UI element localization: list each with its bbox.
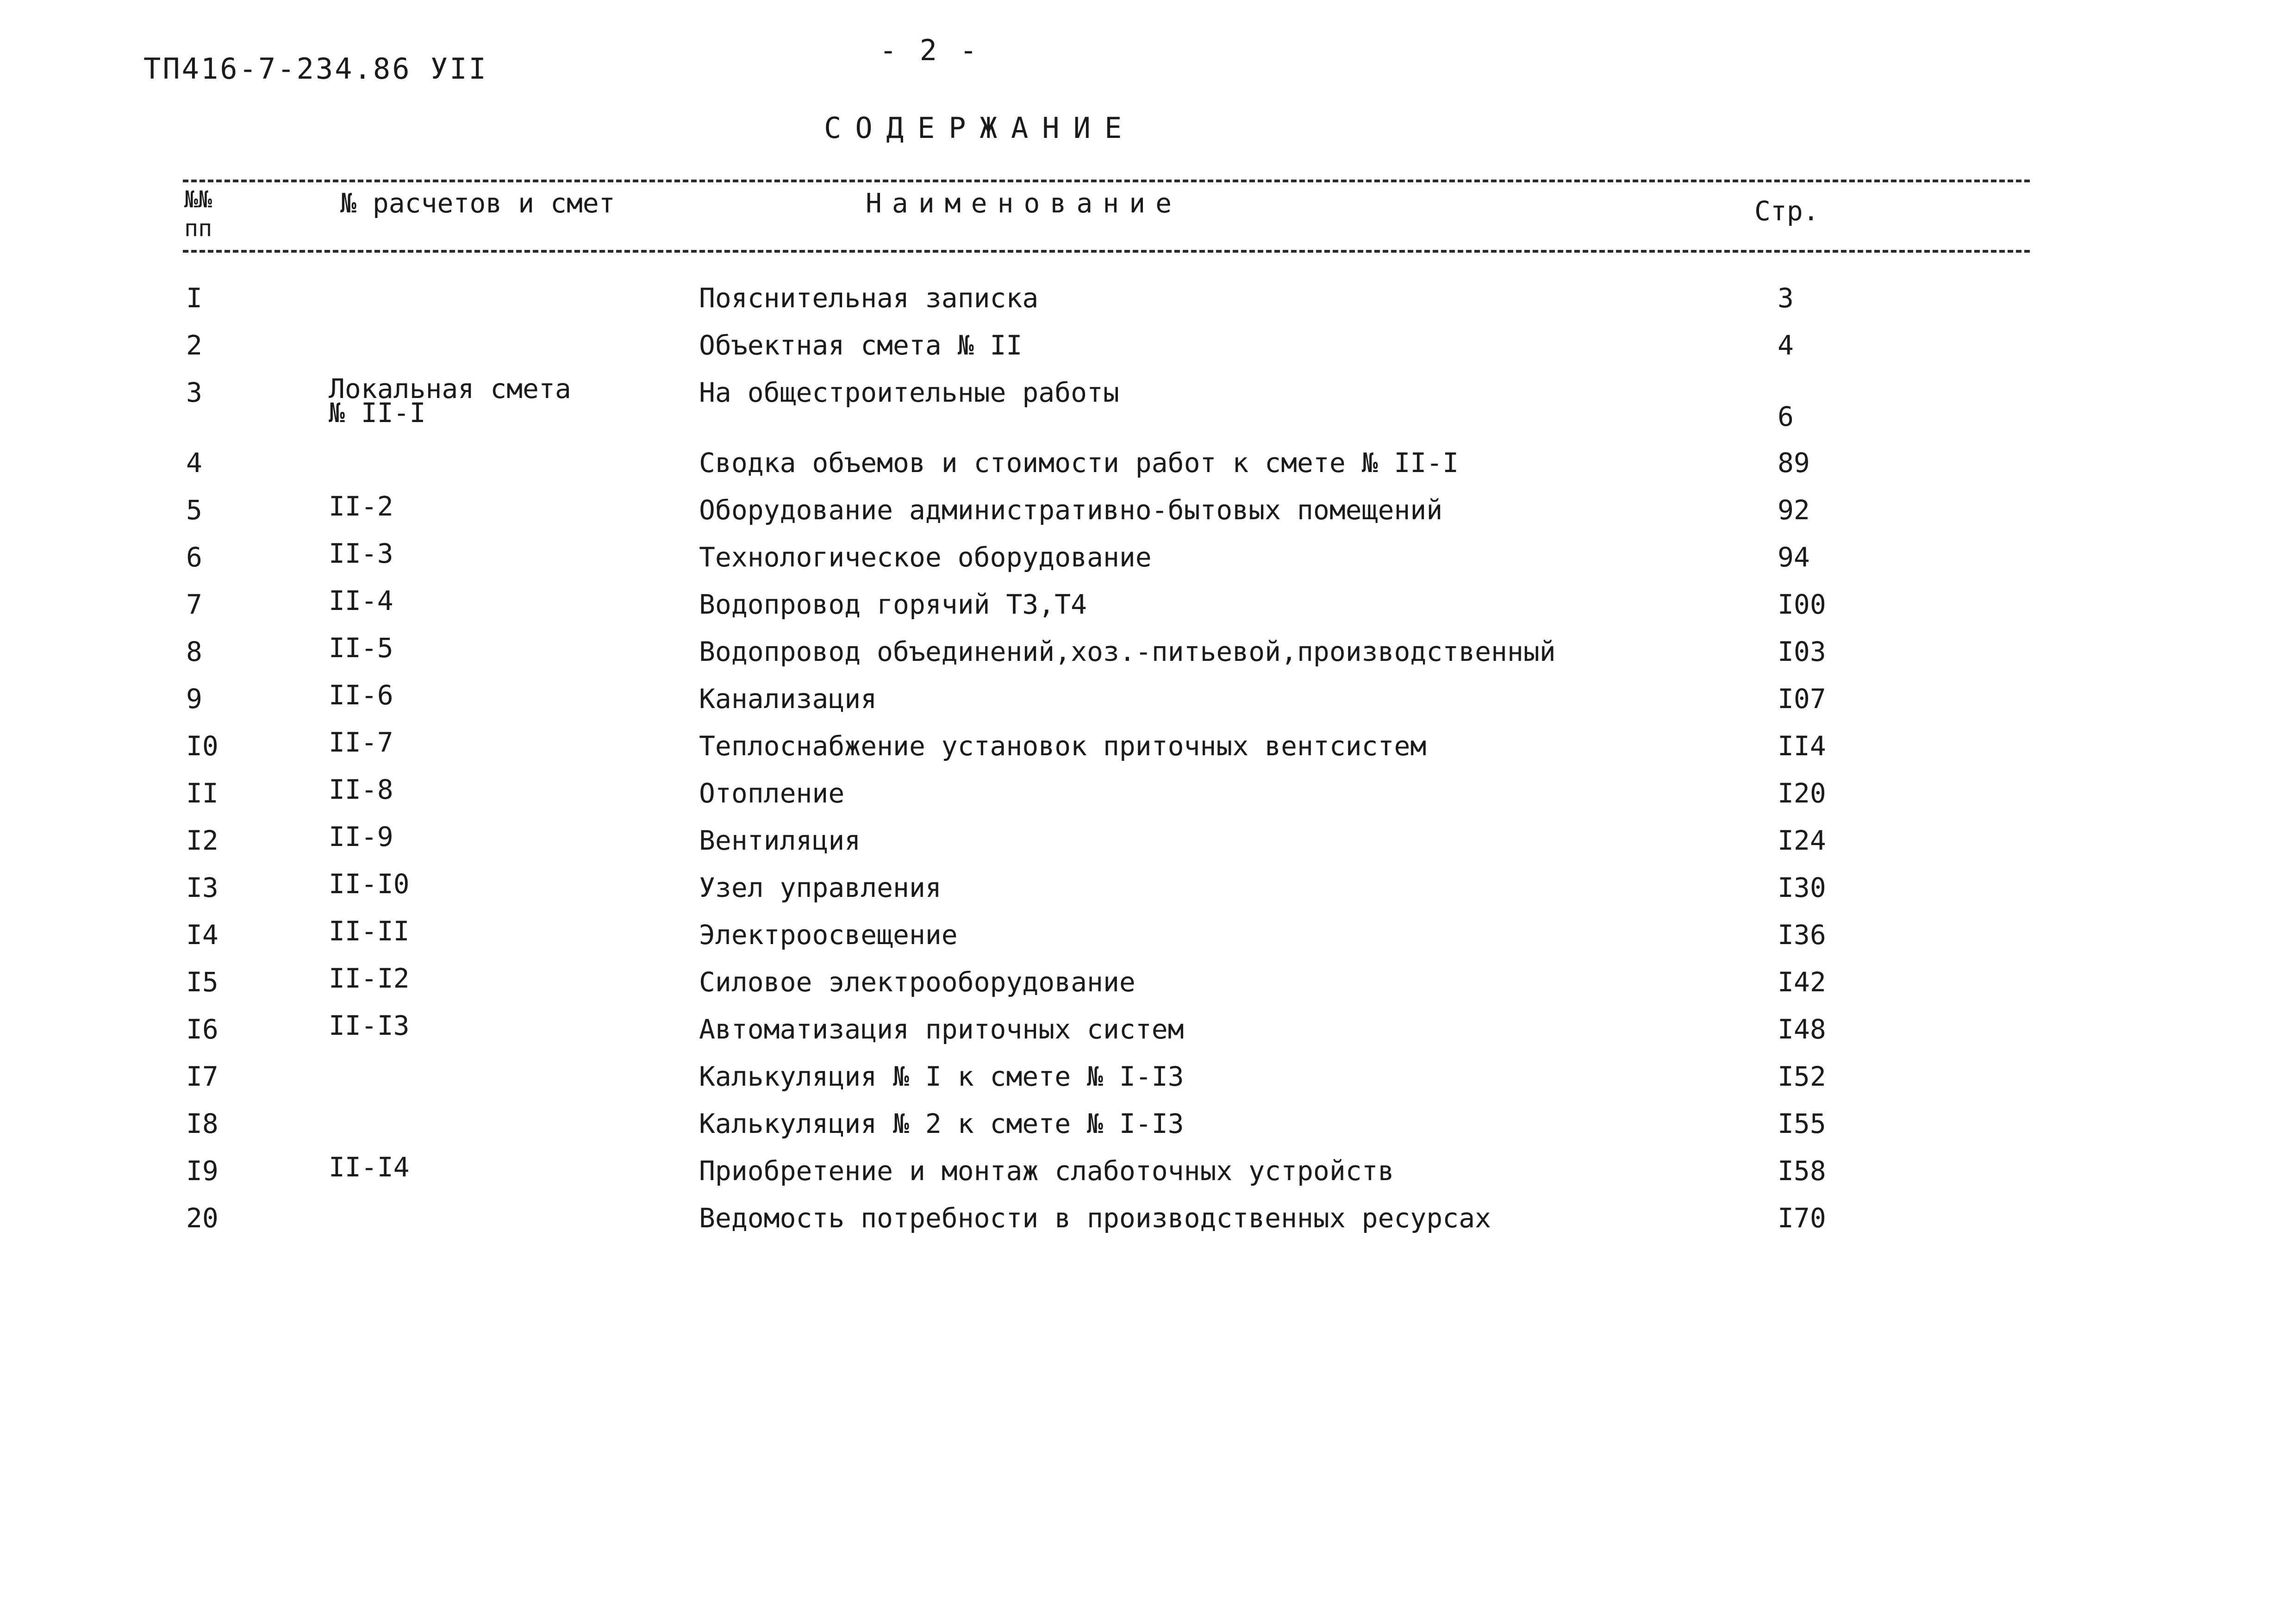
table-row xyxy=(0,1151,2296,1202)
contents-table xyxy=(0,282,2296,1250)
table-row xyxy=(0,1202,2296,1250)
row-estimate: II-4 xyxy=(329,585,393,616)
row-page: I52 xyxy=(1778,1061,1826,1092)
row-page: II4 xyxy=(1778,730,1826,762)
row-name: Электроосвещение xyxy=(699,919,958,951)
row-name: Технологическое оборудование xyxy=(699,541,1152,573)
row-name: Пояснительная записка xyxy=(699,282,1039,314)
table-row xyxy=(0,963,2296,1014)
row-number: I2 xyxy=(186,825,218,856)
row-name: Приобретение и монтаж слаботочных устройств xyxy=(699,1155,1394,1187)
column-header-page: Стр. xyxy=(1754,195,1819,227)
table-row xyxy=(0,330,2296,377)
row-page: I70 xyxy=(1778,1202,1826,1234)
row-page: 4 xyxy=(1778,330,1794,361)
table-row xyxy=(0,632,2296,683)
row-estimate: II-6 xyxy=(329,679,393,711)
row-estimate: II-8 xyxy=(329,774,393,805)
row-name: Канализация xyxy=(699,683,877,715)
table-row xyxy=(0,373,2296,447)
row-page: 89 xyxy=(1778,447,1810,479)
row-name: На общестроительные работы xyxy=(699,377,1119,408)
row-number: I8 xyxy=(186,1108,218,1139)
row-estimate: II-9 xyxy=(329,821,393,852)
row-page: I55 xyxy=(1778,1108,1826,1139)
row-name: Водопровод объединений,хоз.-питьевой,производственный xyxy=(699,636,1556,667)
table-row xyxy=(0,1061,2296,1108)
row-page: 92 xyxy=(1778,494,1810,526)
row-estimate: II-3 xyxy=(329,538,393,569)
row-name: Теплоснабжение установок приточных вентсистем xyxy=(699,730,1427,762)
row-number: 20 xyxy=(186,1202,218,1234)
row-number: 3 xyxy=(186,377,202,408)
row-page: I00 xyxy=(1778,589,1826,620)
row-name: Силовое электрооборудование xyxy=(699,966,1136,998)
row-page: I30 xyxy=(1778,872,1826,903)
row-page: I24 xyxy=(1778,825,1826,856)
row-number: I0 xyxy=(186,730,218,762)
table-rule-bottom xyxy=(183,250,2030,253)
row-page: 3 xyxy=(1778,282,1794,314)
row-number: 8 xyxy=(186,636,202,667)
row-name: Ведомость потребности в производственных ресурсах xyxy=(699,1202,1491,1234)
column-header-name: Наименование xyxy=(866,187,1182,219)
table-row xyxy=(0,727,2296,777)
row-page: I48 xyxy=(1778,1014,1826,1045)
column-header-estimate: № расчетов и смет xyxy=(340,187,615,219)
row-number: 7 xyxy=(186,589,202,620)
row-name: Оборудование административно-бытовых помещений xyxy=(699,494,1443,526)
table-row xyxy=(0,915,2296,966)
row-name: Водопровод горячий Т3,Т4 xyxy=(699,589,1087,620)
row-name: Калькуляция № 2 к смете № I-I3 xyxy=(699,1108,1184,1139)
row-page: I07 xyxy=(1778,683,1826,715)
document-title: СОДЕРЖАНИЕ xyxy=(824,111,1136,145)
table-row xyxy=(0,447,2296,494)
table-row xyxy=(0,868,2296,919)
table-row xyxy=(0,1108,2296,1155)
document-code: ТП416-7-234.86 УII xyxy=(144,52,488,86)
row-number: 9 xyxy=(186,683,202,715)
row-estimate: II-5 xyxy=(329,632,393,664)
row-number: I xyxy=(186,282,202,314)
table-row xyxy=(0,538,2296,589)
row-number: I3 xyxy=(186,872,218,903)
row-estimate: II-I3 xyxy=(329,1010,410,1041)
table-row xyxy=(0,774,2296,825)
row-estimate: II-7 xyxy=(329,727,393,758)
table-row xyxy=(0,821,2296,872)
row-page: I20 xyxy=(1778,777,1826,809)
row-page: 6 xyxy=(1778,401,1794,432)
row-page: I36 xyxy=(1778,919,1826,951)
row-number: II xyxy=(186,777,218,809)
row-estimate: II-I2 xyxy=(329,963,410,994)
row-estimate: II-I4 xyxy=(329,1151,410,1183)
row-page: I58 xyxy=(1778,1155,1826,1187)
row-name: Сводка объемов и стоимости работ к смете № II-I xyxy=(699,447,1459,479)
table-rule-top xyxy=(183,180,2030,182)
table-row xyxy=(0,679,2296,730)
row-number: 5 xyxy=(186,494,202,526)
row-number: I4 xyxy=(186,919,218,951)
row-name: Узел управления xyxy=(699,872,942,903)
column-header-number: №№ пп xyxy=(184,186,212,242)
row-number: 6 xyxy=(186,541,202,573)
row-estimate: II-II xyxy=(329,915,410,947)
row-estimate: Локальная смета № II-I xyxy=(329,373,571,429)
row-estimate: II-2 xyxy=(329,491,393,522)
row-number: I5 xyxy=(186,966,218,998)
row-estimate: II-I0 xyxy=(329,868,410,900)
table-row xyxy=(0,1010,2296,1061)
row-number: I7 xyxy=(186,1061,218,1092)
row-number: I9 xyxy=(186,1155,218,1187)
row-name: Вентиляция xyxy=(699,825,861,856)
row-page: 94 xyxy=(1778,541,1810,573)
table-row xyxy=(0,282,2296,330)
table-row xyxy=(0,585,2296,636)
row-number: I6 xyxy=(186,1014,218,1045)
row-number: 4 xyxy=(186,447,202,479)
row-name: Калькуляция № I к смете № I-I3 xyxy=(699,1061,1184,1092)
row-number: 2 xyxy=(186,330,202,361)
row-name: Автоматизация приточных систем xyxy=(699,1014,1184,1045)
table-row xyxy=(0,491,2296,541)
row-page: I42 xyxy=(1778,966,1826,998)
row-name: Объектная смета № II xyxy=(699,330,1023,361)
page-number: - 2 - xyxy=(880,33,980,67)
row-name: Отопление xyxy=(699,777,845,809)
row-page: I03 xyxy=(1778,636,1826,667)
